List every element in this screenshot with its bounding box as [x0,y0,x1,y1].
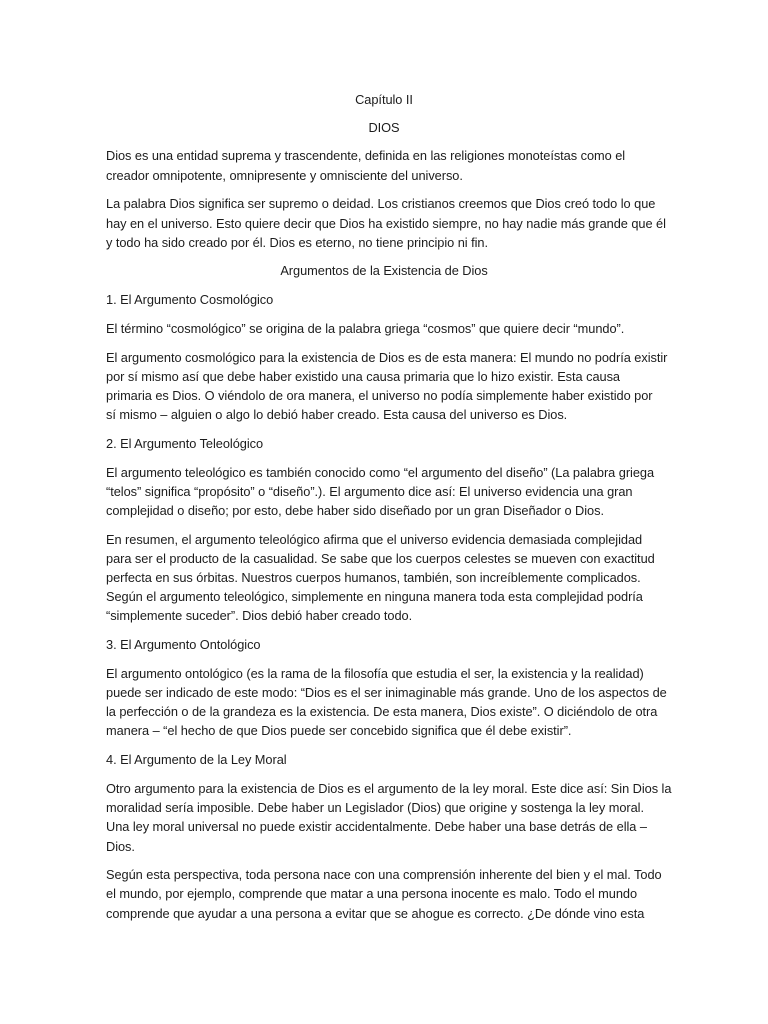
text-line: El argumento ontológico (es la rama de la filosofía que estudia el ser, la existencia y la realidad) [106,665,644,681]
section-heading-teleological: 2. El Argumento Teleológico [106,435,264,451]
text-line: El argumento teleológico es también conocido como “el argumento del diseño” (La palabra griega [106,464,655,480]
text-line: sí mismo – alguien o algo lo debió haber creado. Esta causa del universo es Dios. [106,407,568,423]
text-line: El término “cosmológico” se origina de la palabra griega “cosmos” que quiere decir “mundo”. [106,320,625,336]
text-line: “simplemente suceder”. Dios debió haber creado todo. [106,608,413,624]
text-line: Otro argumento para la existencia de Dios es el argumento de la ley moral. Este dice así: Sin Dios la [106,780,672,796]
text-line: la perfección o de la grandeza es la existencia. De esta manera, Dios existe”. O diciéndolo de otra [106,704,658,720]
intro-paragraph [106,194,666,252]
text-line: hay en el universo. Esto quiere decir que Dios ha existido siempre, no hay nadie más grande que él [106,215,666,231]
text-line: manera – “el hecho de que Dios puede ser concebido significa que él debe existir”. [106,723,572,739]
text-line: Una ley moral universal no puede existir accidentalmente. Debe haber una base detrás de ella – [106,819,647,835]
text-line: El argumento cosmológico para la existencia de Dios es de esta manera: El mundo no podría existir [106,349,668,365]
text-line: En resumen, el argumento teleológico afirma que el universo evidencia demasiada complejidad [106,531,643,547]
text-line: el mundo, por ejemplo, comprende que matar a una persona inocente es malo. Todo el mundo [106,886,638,902]
text-line: Según el argumento teleológico, simplemente en ninguna manera toda esta complejidad podría [106,589,643,605]
text-line: primaria es Dios. O viéndolo de ora manera, el universo no podía simplemente haber existido por [106,387,653,403]
text-line: Dios. [106,838,135,854]
section-heading-moral-law: 4. El Argumento de la Ley Moral [106,752,287,768]
chapter-label: Capítulo II [355,92,413,107]
section-paragraph [106,779,672,856]
text-line: “telos” significa “propósito” o “diseño”.). El argumento dice así: El universo evidencia una gran [106,483,633,499]
text-line: puede ser indicado de este modo: “Dios es el ser inimaginable más grande. Uno de los aspectos de [106,685,667,701]
intro-paragraph [106,146,662,184]
section-heading-ontological: 3. El Argumento Ontológico [106,637,261,653]
text-line: Según esta perspectiva, toda persona nace con una comprensión inherente del bien y el mal. Todo [106,867,662,883]
text-line: creador omnipotente, omnipresente y omnisciente del universo. [106,167,463,183]
section-heading-cosmological: 1. El Argumento Cosmológico [106,292,274,308]
text-line: La palabra Dios significa ser supremo o deidad. Los cristianos creemos que Dios creó todo lo que [106,196,656,212]
text-line: para ser el producto de la casualidad. Se sabe que los cuerpos celestes se mueven con exactitud [106,550,655,566]
text-line: perfecta en sus órbitas. Nuestros cuerpos humanos, también, son increíblemente complicados. [106,570,641,586]
section-paragraph [106,348,668,425]
text-line: moralidad sería imposible. Debe haber un Legislador (Dios) que origine y sostenga la ley moral. [106,800,644,816]
text-line: y todo ha sido creado por él. Dios es eterno, no tiene principio ni fin. [106,234,488,250]
section-paragraph [106,463,662,521]
section-paragraph [106,865,662,923]
text-line: por sí mismo así que debe haber existido una causa primaria que lo hizo existir. Esta causa [106,368,620,384]
text-line: Dios es una entidad suprema y trascendente, definida en las religiones monoteístas como el [106,148,626,164]
section-paragraph [106,664,667,741]
text-line: complejidad o diseño; por esto, debe haber sido diseñado por un gran Diseñador o Dios. [106,502,604,518]
arguments-title: Argumentos de la Existencia de Dios [280,263,488,279]
text-line: comprende que ayudar a una persona a evitar que se ahogue es correcto. ¿De dónde vino esta [106,905,645,921]
section-paragraph [106,319,662,338]
section-paragraph [106,530,662,626]
document-title: DIOS [368,120,400,136]
document-body [106,90,672,932]
